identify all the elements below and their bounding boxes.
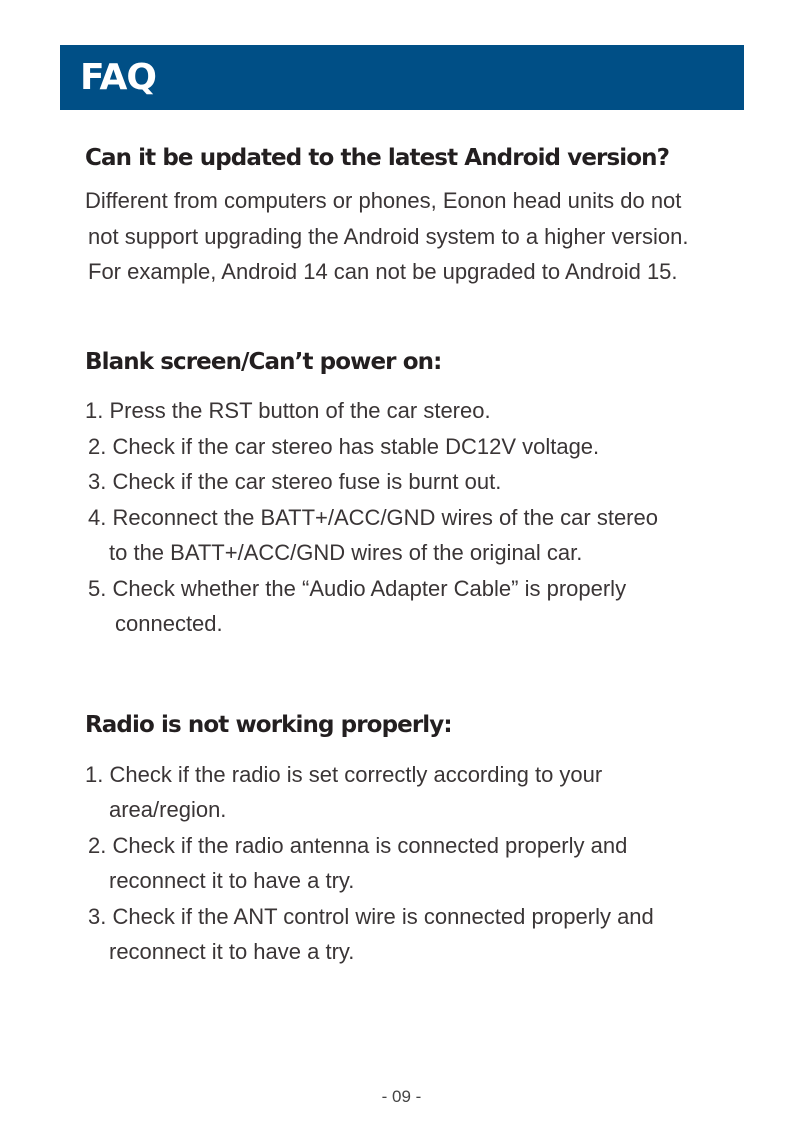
page-number: - 09 - — [381, 1087, 422, 1106]
section-heading-blank-screen: Blank screen/Can’t power on: — [85, 349, 442, 375]
body-line: Different from computers or phones, Eonon head units do not — [85, 188, 682, 213]
faq-banner — [60, 45, 744, 110]
section-heading-radio: Radio is not working properly: — [85, 712, 452, 738]
list-item: 1. Press the RST button of the car stereo. — [85, 398, 491, 423]
page-title: FAQ — [80, 57, 156, 98]
list-item: 2. Check if the radio antenna is connected properly and — [88, 833, 628, 858]
list-item: 3. Check if the ANT control wire is connected properly and — [88, 904, 654, 929]
section-heading-android-update: Can it be updated to the latest Android version? — [85, 145, 670, 171]
list-item-continuation: reconnect it to have a try. — [109, 939, 355, 964]
list-item: 1. Check if the radio is set correctly according to your — [85, 762, 603, 787]
list-item: 5. Check whether the “Audio Adapter Cable” is properly — [88, 576, 627, 601]
list-item: 4. Reconnect the BATT+/ACC/GND wires of the car stereo — [88, 505, 658, 530]
list-item: 3. Check if the car stereo fuse is burnt out. — [88, 469, 502, 494]
list-item-continuation: area/region. — [109, 797, 227, 822]
list-item-continuation: connected. — [115, 611, 223, 636]
list-item-continuation: to the BATT+/ACC/GND wires of the original car. — [109, 540, 583, 565]
list-item: 2. Check if the car stereo has stable DC12V voltage. — [88, 434, 600, 459]
body-line: not support upgrading the Android system to a higher version. — [88, 224, 689, 249]
body-line: For example, Android 14 can not be upgraded to Android 15. — [88, 259, 678, 284]
list-item-continuation: reconnect it to have a try. — [109, 868, 355, 893]
